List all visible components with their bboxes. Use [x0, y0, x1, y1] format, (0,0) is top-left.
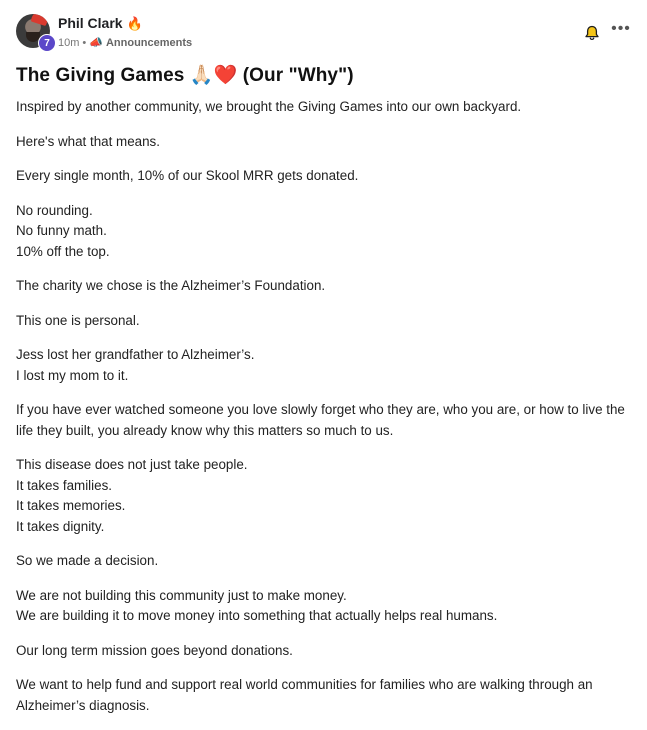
body-line: It takes dignity. — [16, 518, 105, 534]
body-paragraph — [16, 201, 638, 263]
body-line: This disease does not just take people. — [16, 457, 248, 472]
santa-hat-icon — [31, 14, 50, 26]
body-line: Here's what that means. — [16, 133, 160, 149]
bell-icon[interactable] — [583, 24, 601, 42]
body-line: The charity we chose is the Alzheimer’s Foundation. — [16, 278, 326, 293]
body-paragraph — [16, 276, 638, 297]
body-paragraph — [16, 97, 638, 118]
body-paragraph — [16, 400, 638, 441]
body-paragraph — [16, 551, 638, 572]
body-paragraph — [16, 675, 638, 716]
post-title: The Giving Games 🙏🏻❤️ (Our "Why") — [16, 65, 354, 86]
post-time: 10m — [58, 36, 80, 49]
category-link[interactable]: Announcements — [105, 36, 193, 49]
body-paragraph — [16, 586, 638, 627]
body-paragraph — [16, 132, 638, 153]
body-line: Inspired by another community, we brought the Giving Games into our own backyard. — [16, 99, 522, 114]
post-body — [16, 97, 638, 730]
level-badge: 7 — [38, 34, 56, 52]
meta-separator: • — [82, 36, 87, 49]
body-line: We are building it to move money into something that actually helps real humans. — [16, 608, 498, 623]
body-line: Our long term mission goes beyond donations. — [16, 642, 293, 658]
megaphone-icon: 📣 — [89, 37, 103, 49]
body-line: It takes families. — [16, 477, 112, 493]
body-line: No funny math. — [16, 223, 107, 238]
body-paragraph — [16, 166, 638, 187]
body-line: Every single month, 10% of our Skool MRR gets donated. — [16, 168, 359, 183]
post-header — [16, 14, 631, 54]
fire-icon: 🔥 — [126, 15, 143, 31]
author-name[interactable]: Phil Clark — [58, 15, 123, 31]
body-line: No rounding. — [16, 202, 93, 218]
body-paragraph — [16, 641, 638, 662]
body-paragraph — [16, 345, 638, 386]
more-options-icon[interactable]: ••• — [611, 20, 631, 37]
author-row — [58, 15, 143, 31]
body-line: We want to help fund and support real world communities for families who are walking through an Alzheimer’s diagnosis. — [16, 677, 593, 713]
body-line: I lost my mom to it. — [16, 367, 129, 383]
body-line: 10% off the top. — [16, 243, 110, 259]
body-paragraph — [16, 455, 638, 537]
body-line: Jess lost her grandfather to Alzheimer’s. — [16, 347, 255, 362]
body-line: So we made a decision. — [16, 553, 159, 568]
post-meta — [58, 36, 192, 49]
body-line: If you have ever watched someone you love slowly forget who they are, who you are, or how to live the life they built, you already know why this matters so much to us. — [16, 402, 625, 438]
body-line: It takes memories. — [16, 498, 126, 513]
body-paragraph — [16, 311, 638, 332]
body-line: This one is personal. — [16, 312, 140, 328]
body-line: We are not building this community just to make money. — [16, 587, 347, 603]
